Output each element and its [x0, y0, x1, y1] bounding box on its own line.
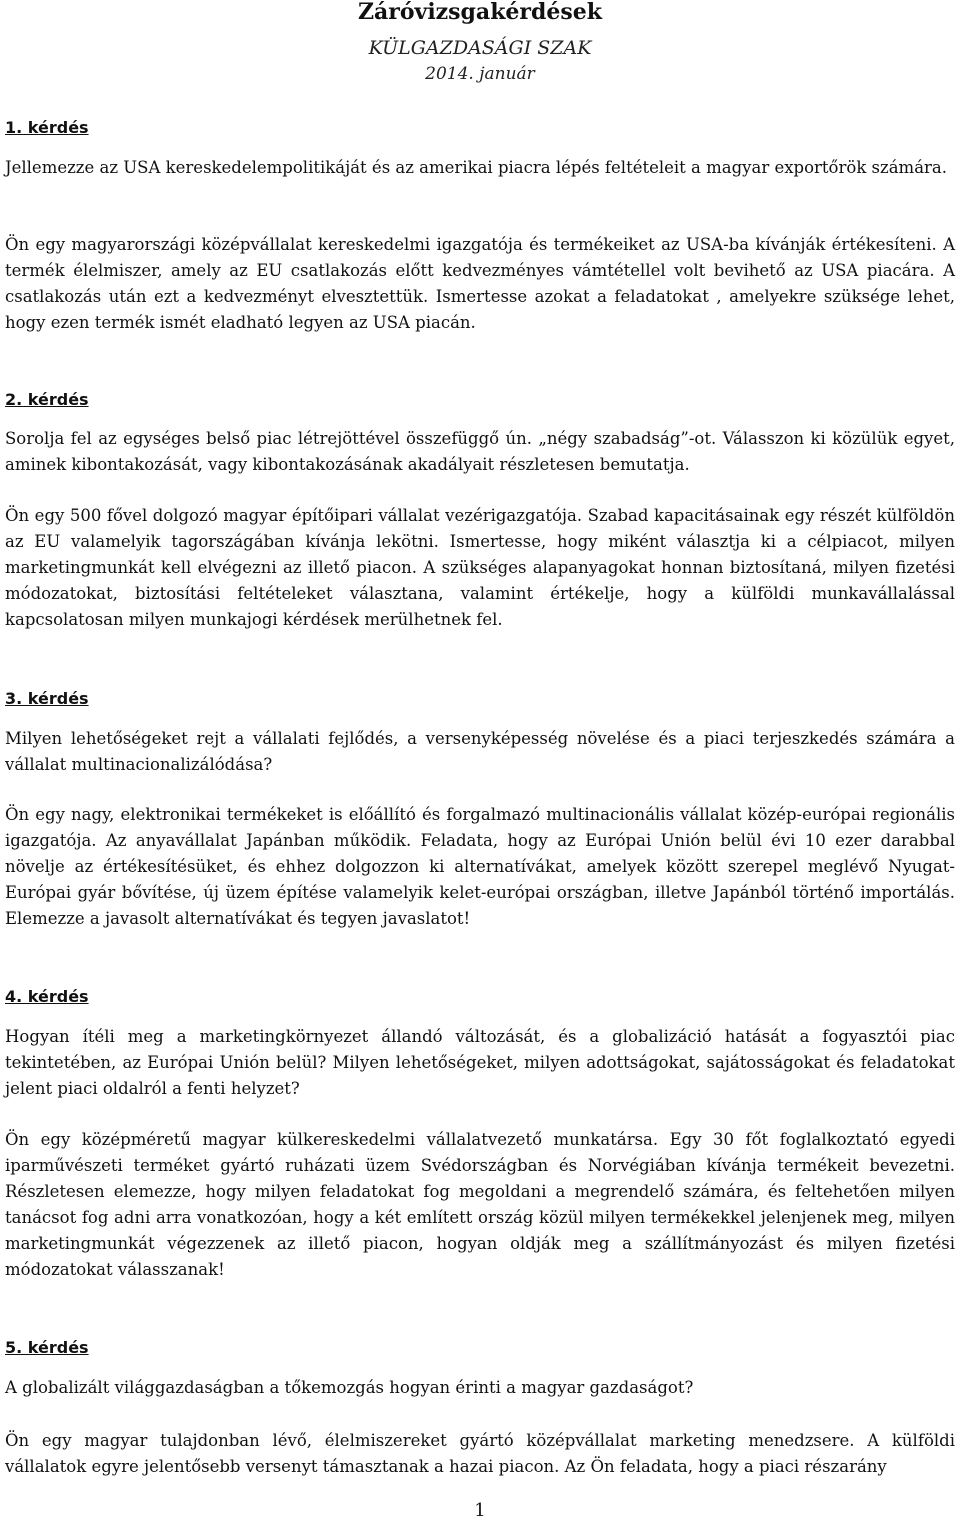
document-date: 2014. január: [425, 64, 535, 84]
question-3-paragraph-2: Ön egy nagy, elektronikai termékeket is előállító és forgalmazó multinacionális vállalat közép-európai regionális igazgatója. Az anyavállalat Japánban működik. Feladata, hogy az Európai Unión belül évi 10 ezer darabbal növelje az értékesítésüket, és ehhez dolgozzon ki alternatívákat, amelyek között szerepel meglévő Nyugat-Európai gyár bővítése, új üzem építése valamelyik kelet-európai országban, illetve Japánból történő importálás. Elemezze a javasolt alternatívákat és tegyen javaslatot!: [5, 805, 955, 928]
question-1-paragraph-2: Ön egy magyarországi középvállalat kereskedelmi igazgatója és termékeiket az USA-ba kívánják értékesíteni. A termék élelmiszer, amely az EU csatlakozás előtt kedvezményes vámtétellel volt bevihető az USA piacára. A csatlakozás után ezt a kedvezményt elvesztettük. Ismertesse azokat a feladatokat , amelyekre szüksége lehet, hogy ezen termék ismét eladható legyen az USA piacán.: [5, 235, 955, 332]
document-page: [5, 0, 955, 1521]
question-3-heading: 3. kérdés: [5, 689, 89, 708]
question-1-heading: 1. kérdés: [5, 118, 89, 137]
question-1-paragraph-1: Jellemezze az USA kereskedelempolitikáját és az amerikai piacra lépés feltételeit a magyar exportőrök számára.: [5, 158, 948, 177]
question-4-paragraph-1: Hogyan ítéli meg a marketingkörnyezet állandó változását, és a globalizáció hatását a fogyasztói piac tekintetében, az Európai Unión belül? Milyen lehetőségeket, milyen adottságokat, sajátosságokat és feladatokat jelent piaci oldalról a fenti helyzet?: [5, 1027, 955, 1098]
document-title: Záróvizsgakérdések: [357, 0, 603, 25]
page-number: 1: [474, 1500, 486, 1521]
question-4-heading: 4. kérdés: [5, 987, 89, 1006]
question-4-paragraph-2: Ön egy középméretű magyar külkereskedelmi vállalatvezető munkatársa. Egy 30 főt foglalkoztató egyedi iparművészeti terméket gyártó ruházati üzem Svédországban és Norvégiában kívánja termékeit bevezetni. Részletesen elemezze, hogy milyen feladatokat fog megoldani a megrendelő számára, és feltehetően milyen tanácsot fog adni arra vonatkozóan, hogy a két említett ország közül milyen termékekkel jelenjenek meg, milyen marketingmunkát végezzenek az illető piacon, hogyan oldják meg a szállítmányozást és milyen fizetési módozatokat válasszanak!: [5, 1130, 955, 1279]
question-3-paragraph-1: Milyen lehetőségeket rejt a vállalati fejlődés, a versenyképesség növelése és a piaci terjeszkedés számára a vállalat multinacionalizálódása?: [5, 729, 955, 774]
question-2-heading: 2. kérdés: [5, 390, 89, 409]
document-subtitle: KÜLGAZDASÁGI SZAK: [368, 37, 592, 59]
question-5-paragraph-1: A globalizált világgazdaságban a tőkemozgás hogyan érinti a magyar gazdaságot?: [5, 1378, 694, 1397]
question-5-heading: 5. kérdés: [5, 1338, 89, 1357]
question-2-paragraph-1: Sorolja fel az egységes belső piac létrejöttével összefüggő ún. „négy szabadság”-ot. Válasszon ki közülük egyet, aminek kibontakozását, vagy kibontakozásának akadályait részletesen bemutatja.: [5, 429, 955, 474]
question-2-paragraph-2: Ön egy 500 fővel dolgozó magyar építőipari vállalat vezérigazgatója. Szabad kapacitásainak egy részét külföldön az EU valamelyik tagországában kívánja lekötni. Ismertesse, hogy miként választja ki a célpiacot, milyen marketingmunkát kell elvégezni az illető piacon. A szükséges alapanyagokat honnan biztosítaná, milyen fizetési módozatokat, biztosítási feltételeket választana, valamint értékelje, hogy a külföldi munkavállalással kapcsolatosan milyen munkajogi kérdések merülhetnek fel.: [5, 506, 955, 629]
question-5-paragraph-2: Ön egy magyar tulajdonban lévő, élelmiszereket gyártó középvállalat marketing menedzsere. A külföldi vállalatok egyre jelentősebb versenyt támasztanak a hazai piacon. Az Ön feladata, hogy a piaci részarány: [5, 1431, 955, 1476]
